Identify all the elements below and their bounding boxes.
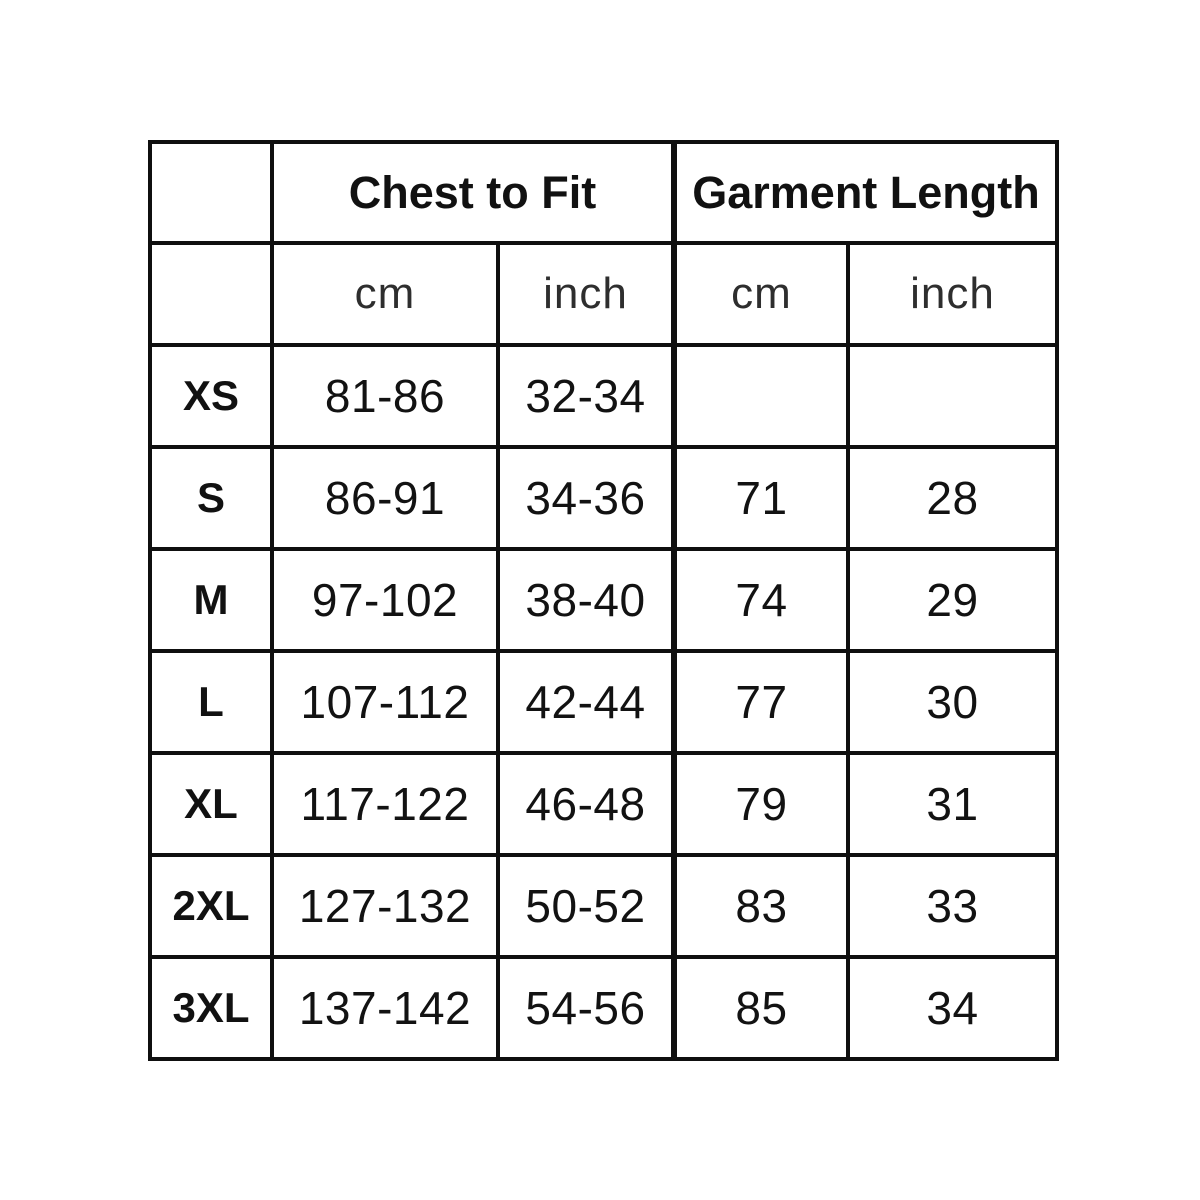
- value-cell: 33: [848, 855, 1057, 957]
- value-cell: 38-40: [498, 549, 674, 651]
- value-cell: 50-52: [498, 855, 674, 957]
- value-cell: 34-36: [498, 447, 674, 549]
- value-cell: 117-122: [272, 753, 498, 855]
- value-cell: 83: [674, 855, 848, 957]
- value-cell: 71: [674, 447, 848, 549]
- table-row-xl: [150, 753, 1057, 855]
- table-row-2xl: [150, 855, 1057, 957]
- table-row-m: [150, 549, 1057, 651]
- table-row-xs: [150, 345, 1057, 447]
- value-cell: 34: [848, 957, 1057, 1059]
- value-cell: 32-34: [498, 345, 674, 447]
- value-cell: 29: [848, 549, 1057, 651]
- size-chart-table: [148, 140, 1059, 1061]
- unit-header-garment-inch: inch: [848, 243, 1057, 345]
- empty-corner: [150, 142, 272, 243]
- value-cell: 28: [848, 447, 1057, 549]
- size-label: XS: [150, 345, 272, 447]
- table-row-l: [150, 651, 1057, 753]
- value-cell: 30: [848, 651, 1057, 753]
- value-cell: [848, 345, 1057, 447]
- value-cell: 31: [848, 753, 1057, 855]
- group-header-row: [150, 142, 1057, 243]
- value-cell: 97-102: [272, 549, 498, 651]
- value-cell: 74: [674, 549, 848, 651]
- value-cell: 46-48: [498, 753, 674, 855]
- group-header-chest-to-fit: Chest to Fit: [272, 142, 674, 243]
- table-row-s: [150, 447, 1057, 549]
- value-cell: 81-86: [272, 345, 498, 447]
- value-cell: 137-142: [272, 957, 498, 1059]
- unit-header-chest-inch: inch: [498, 243, 674, 345]
- value-cell: 42-44: [498, 651, 674, 753]
- unit-header-chest-cm: cm: [272, 243, 498, 345]
- value-cell: 107-112: [272, 651, 498, 753]
- value-cell: 86-91: [272, 447, 498, 549]
- table-row-3xl: [150, 957, 1057, 1059]
- value-cell: 79: [674, 753, 848, 855]
- value-cell: 77: [674, 651, 848, 753]
- size-label: M: [150, 549, 272, 651]
- empty-corner: [150, 243, 272, 345]
- size-label: 2XL: [150, 855, 272, 957]
- size-label: 3XL: [150, 957, 272, 1059]
- value-cell: [674, 345, 848, 447]
- unit-header-row: [150, 243, 1057, 345]
- value-cell: 85: [674, 957, 848, 1059]
- size-label: L: [150, 651, 272, 753]
- value-cell: 127-132: [272, 855, 498, 957]
- unit-header-garment-cm: cm: [674, 243, 848, 345]
- size-label: XL: [150, 753, 272, 855]
- size-label: S: [150, 447, 272, 549]
- value-cell: 54-56: [498, 957, 674, 1059]
- group-header-garment-length: Garment Length: [674, 142, 1057, 243]
